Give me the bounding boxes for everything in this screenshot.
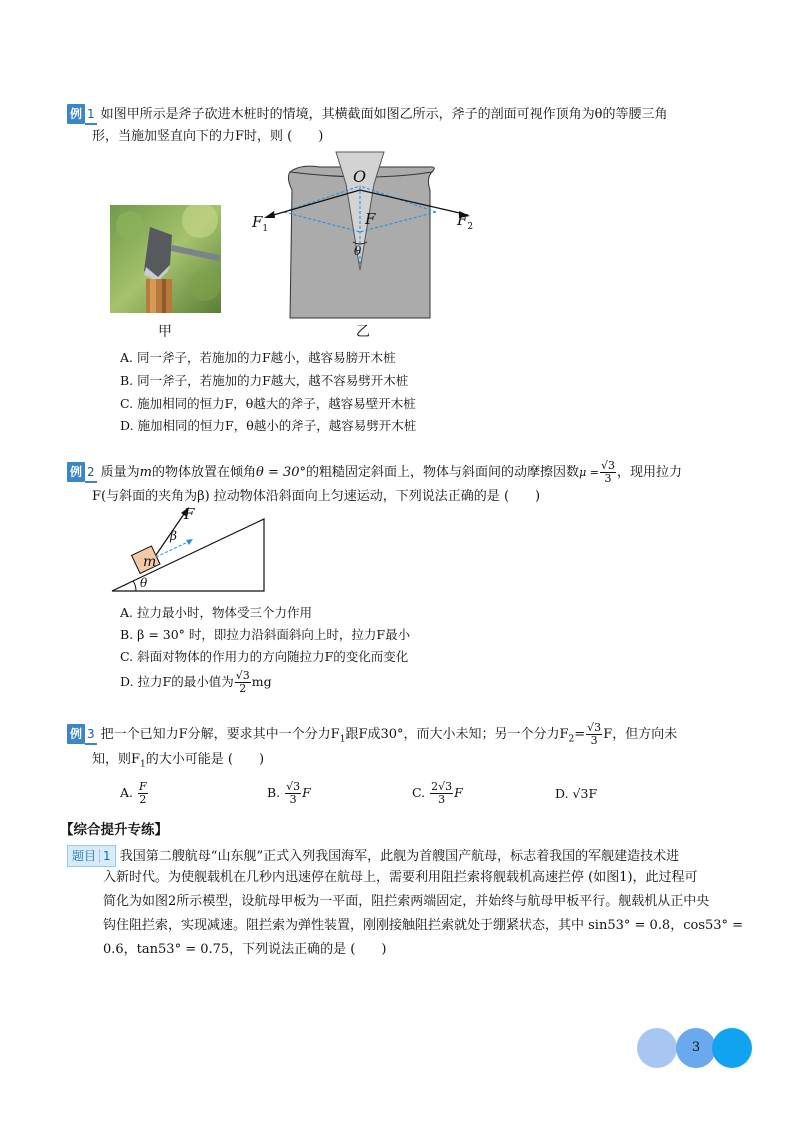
- label-O: O: [353, 167, 367, 186]
- ex1-option-c: C. 施加相同的恒力F，θ越大的斧子，越容易壁开木桩: [120, 396, 416, 411]
- ex1-line2: 形，当施加竖直向下的力F时，则 ( ): [92, 129, 324, 144]
- q1-line4: 钩住阻拦索，实现减速。阻拦索为弹性装置，刚刚接触阻拦索就处于绷紧状态，其中 sin53° = 0.8，cos53° =: [103, 918, 744, 933]
- ex2-option-b: B. β = 30° 时，即拉力沿斜面斜向上时，拉力F最小: [120, 627, 411, 642]
- label-F1: $F_1$: [252, 213, 269, 234]
- section-title: 【综合提升专练】: [60, 822, 168, 838]
- ex2-option-d: D. 拉力F的最小值为 $\frac{√3}{2}$ mg: [120, 669, 272, 695]
- label-F2: $F_2$: [457, 211, 474, 232]
- fig-yi-caption: 乙: [356, 324, 370, 340]
- ex3-num: 3: [85, 725, 97, 745]
- label-F: F: [365, 210, 376, 228]
- ex2-theta: θ = 30°: [256, 465, 307, 480]
- ex1-option-d: D. 施加相同的恒力F，θ越小的斧子，越容易劈开木桩: [120, 418, 417, 433]
- ex1-line1: [67, 104, 667, 125]
- ex3-option-d: D. √3F: [555, 786, 598, 801]
- ex3-option-a: A. $\frac{F}{2}$: [120, 780, 147, 806]
- ex2-label-theta: θ: [140, 576, 148, 590]
- ex2-num: 2: [85, 463, 97, 483]
- ex2-line2: F(与斜面的夹角为β) 拉动物体沿斜面向上匀速运动，下列说法正确的是 ( ): [92, 489, 541, 504]
- ex2-label-beta: β: [170, 529, 177, 543]
- ex2-t3: 的粗糙固定斜面上，物体与斜面间的动摩擦因数: [306, 465, 580, 480]
- ex2-option-c: C. 斜面对物体的作用力的方向随拉力F的变化而变化: [120, 649, 409, 664]
- ex1-option-b: B. 同一斧子，若施加的力F越大，越不容易劈开木桩: [120, 373, 409, 388]
- q1-line3: 简化为如图2所示模型，设航母甲板为一平面，阻拦索两端固定，并始终与航母甲板平行。舰载机从正中央: [103, 894, 710, 909]
- q1-line5: 0.6，tan53° = 0.75，下列说法正确的是 ( ): [103, 942, 387, 957]
- ex2-mu-frac: $\frac{√3}{3}$: [600, 459, 615, 485]
- incline-diagram: [110, 505, 280, 595]
- fig-jia-caption: 甲: [158, 324, 172, 340]
- ex1-num: 1: [85, 105, 97, 125]
- ex2-t4: ，现用拉力: [616, 465, 682, 480]
- label-theta: θ: [354, 244, 362, 258]
- page-circle-right: [712, 1028, 752, 1068]
- page-circle-left: [637, 1028, 677, 1068]
- q1-line2: 入新时代。为使舰载机在几秒内迅速停在航母上，需要利用阻拦索将舰载机高速拦停 (如图1)，此过程可: [103, 870, 698, 885]
- ex2-tag: 例: [67, 462, 85, 482]
- ex3-tag: 例: [67, 724, 85, 744]
- axe-photo: [110, 205, 221, 313]
- ex3-option-c: C. $\frac{2√3}{3}$ F: [412, 780, 463, 806]
- ex1-tag: 例: [67, 104, 85, 124]
- ex1-text-line1: 如图甲所示是斧子砍进木桩时的情境，其横截面如图乙所示，斧子的剖面可视作顶角为θ的等腰三角: [100, 107, 668, 122]
- ex3-line1: 例 3 把一个已知力F分解，要求其中一个分力$F_1$跟F成30°，而大小未知；另一个分力$F_2=$ $\frac{√3}{3}$ F，但方向未: [67, 722, 677, 749]
- q1-line1: 题目 1 我国第二艘航母“山东舰”正式入列我国海军，此舰为首艘国产航母，标志着我国的军舰建造技术进: [67, 845, 679, 867]
- ex2-mu: μ =: [579, 466, 599, 479]
- ex3-line2: 知，则$F_1$的大小可能是 ( ): [92, 752, 265, 770]
- ex2-t1: 质量为: [100, 465, 140, 480]
- ex2-line1: [67, 460, 682, 485]
- axe-cross-section-diagram: [250, 150, 490, 322]
- ex1-option-a: A. 同一斧子，若施加的力F越小，越容易膀开木桩: [120, 350, 396, 365]
- ex2-m: m: [139, 465, 152, 480]
- ex2-option-a: A. 拉力最小时，物体受三个力作用: [120, 605, 312, 620]
- ex2-label-m: m: [143, 554, 157, 570]
- page-number: 3: [676, 1028, 716, 1068]
- ex2-label-F: F: [184, 505, 195, 523]
- q1-tag: 题目 1: [67, 845, 116, 867]
- ex2-t2: 的物体放置在倾角: [152, 465, 257, 480]
- ex3-option-b: B. $\frac{√3}{3}$ F: [267, 780, 311, 806]
